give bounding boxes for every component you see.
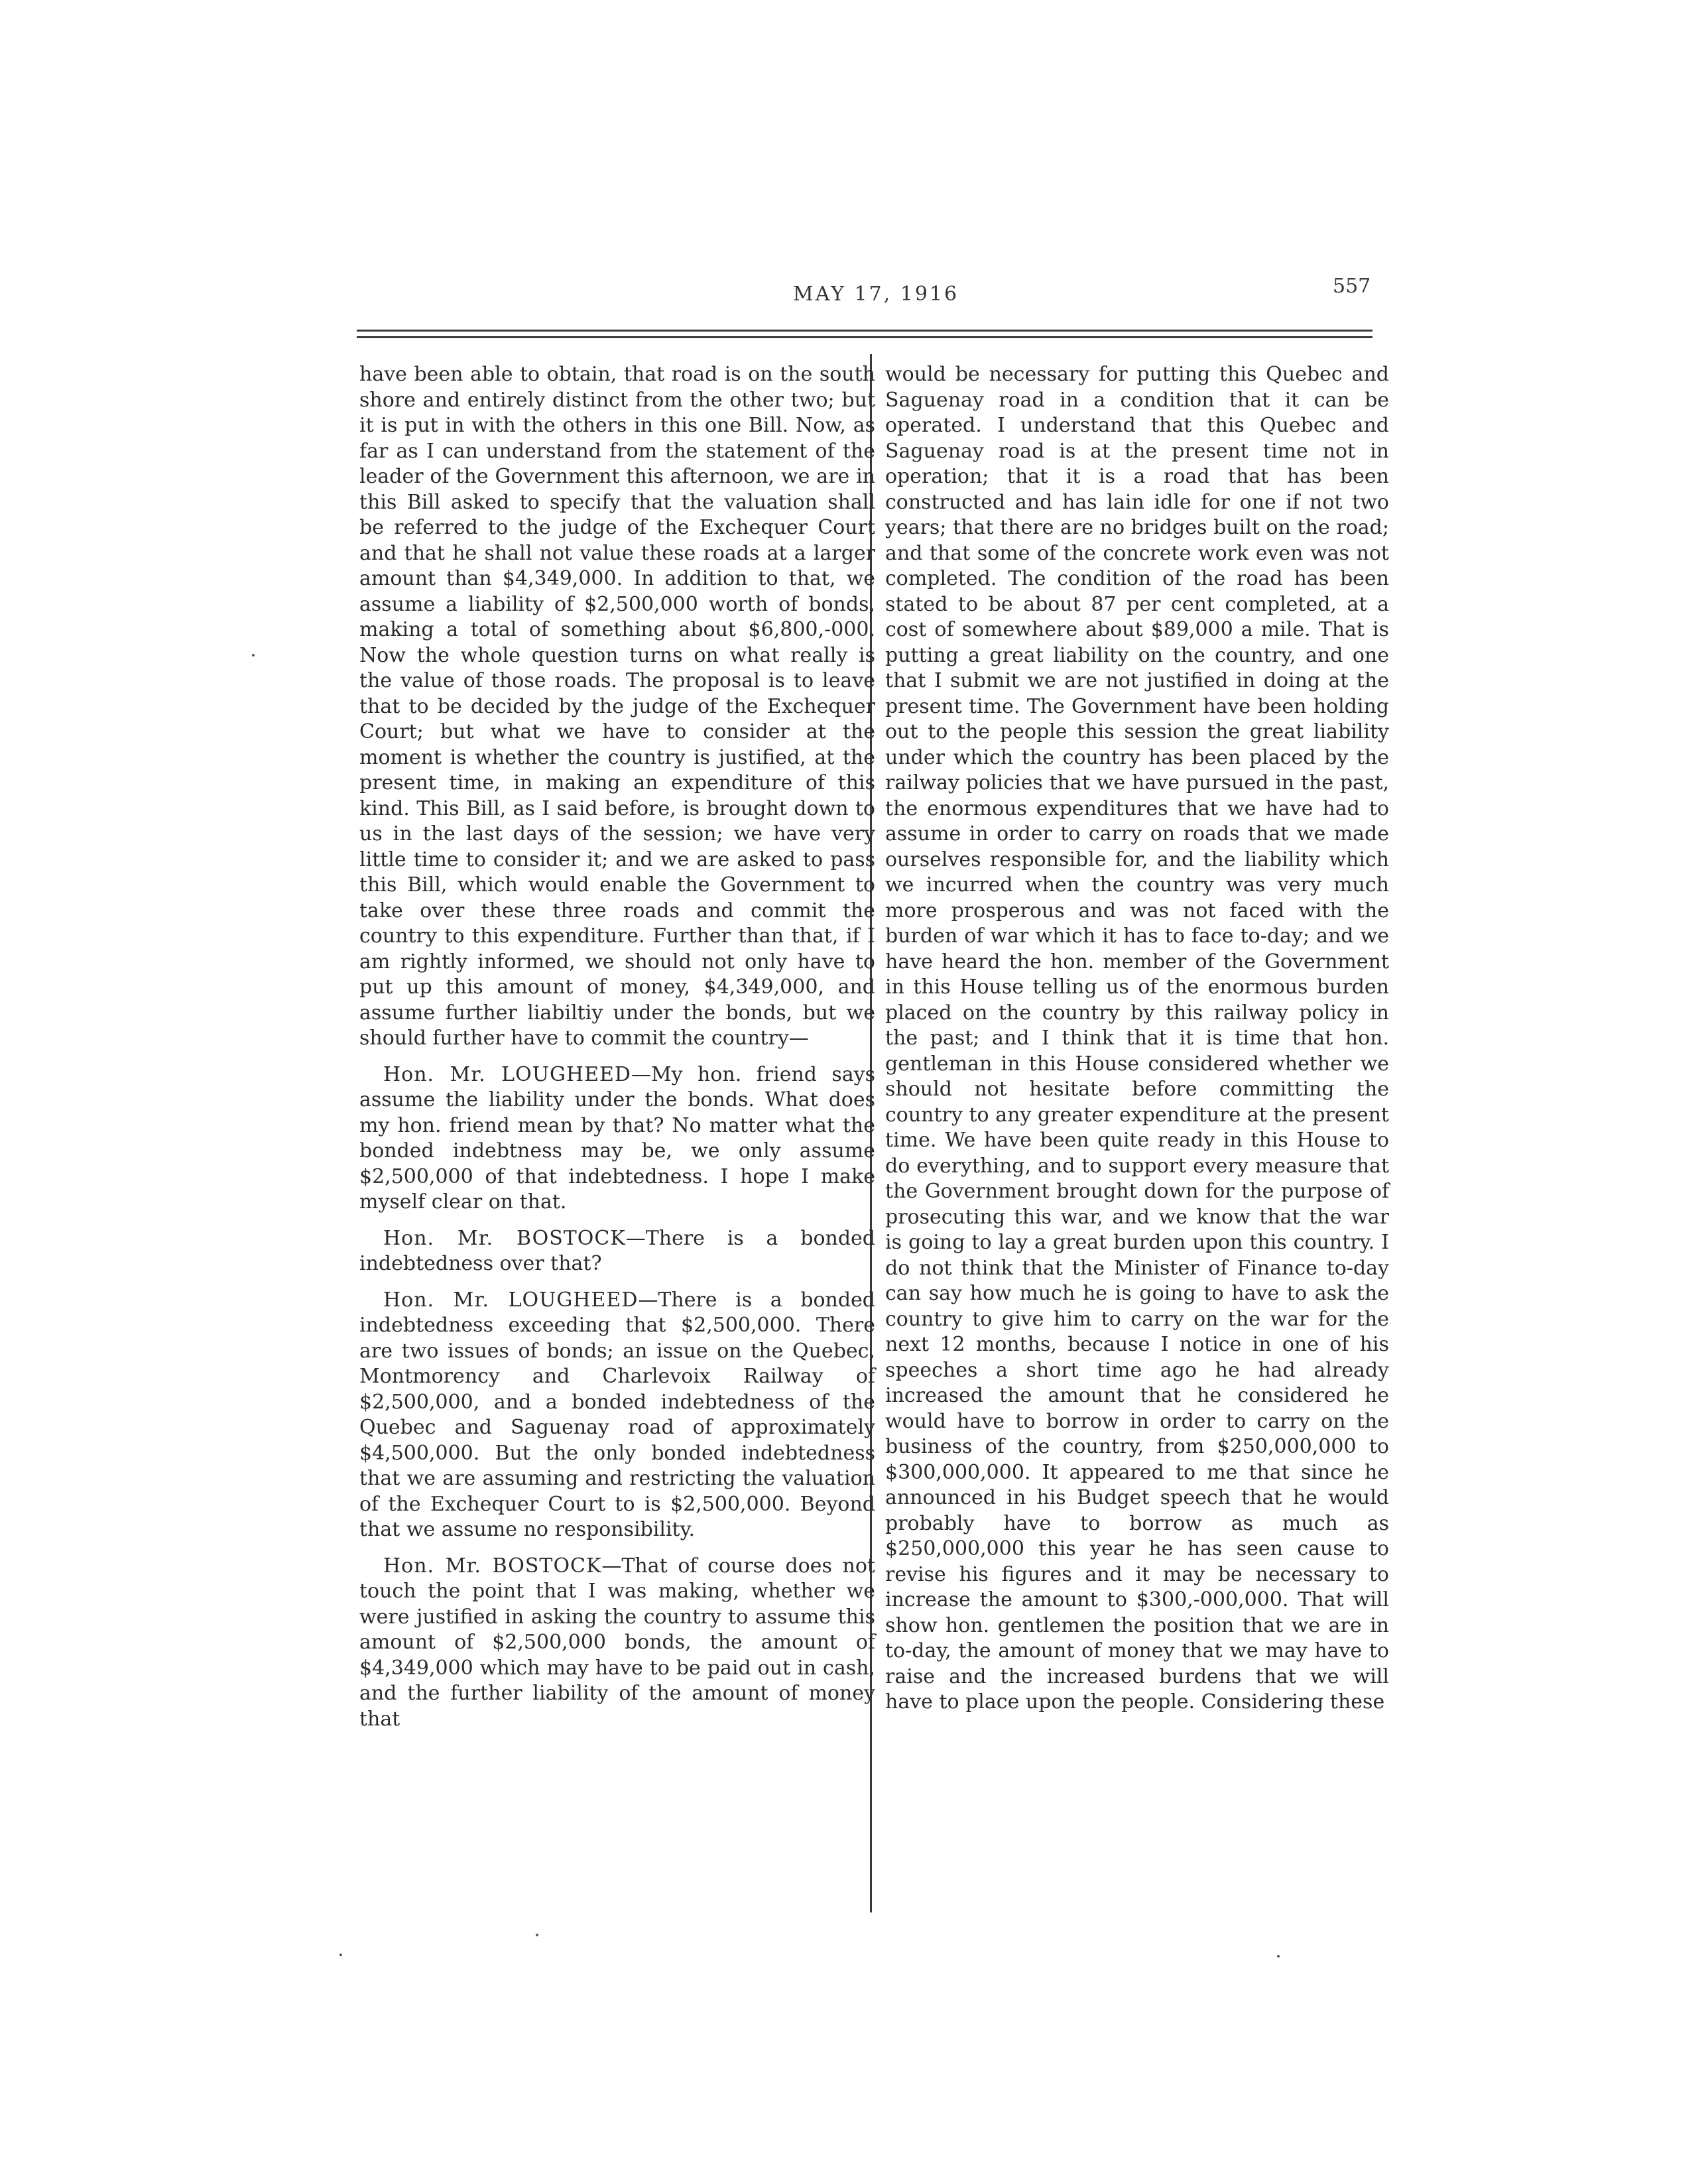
page-header-date: MAY 17, 1916	[793, 282, 959, 306]
scan-speck	[1277, 1955, 1280, 1958]
scan-speck	[339, 1954, 342, 1956]
paragraph	[359, 1226, 875, 1277]
paragraph	[359, 1288, 875, 1543]
speaker-name: Hon. Mr. BOSTOCK	[383, 1226, 626, 1250]
paragraph	[359, 1554, 875, 1733]
paragraph	[359, 1062, 875, 1216]
scan-speck	[252, 654, 255, 656]
paragraph: would be necessary for putting this Quebec and Saguenay road in a condition that it can be operated. I understand that this Quebec and Saguenay road is at the present time not in operation; that it is a road that has been constructed and has lain idle for one if not two years; that there are no bridges built on the road; and that some of the concrete work even was not completed. The condition of the road has been stated to be about 87 per cent completed, at a cost of somewhere about $89,000 a mile. That is putting a great liability on the country, and one that I submit we are not justified in doing at the present time. The Government have been holding out to the people this session the great liability under which the country has been placed by the railway policies that we have pursued in the past, the enormous expenditures that we have had to assume in order to carry on roads that we made ourselves responsible for, and the liability which we incurred when the country was very much more prosperous and was not faced with the burden of war which it has to face to-day; and we have heard the hon. member of the Government in this House telling us of the enormous burden placed on the country by this railway policy in the past; and I think that it is time that hon. gentleman in this House considered whether we should not hesitate before committing the country to any greater expenditure at the present time. We have been quite ready in this House to do everything, and to support every measure that the Government brought down for the purpose of prosecuting this war, and we know that the war is going to lay a great burden upon this country. I do not think that the Minister of Finance to-day can say how much he is going to have to ask the country to give him to carry on the war for the next 12 months, because I notice in one of his speeches a short time ago he had already increased the amount that he considered he would have to borrow in order to carry on the business of the country, from $250,000,000 to $300,000,000. It appeared to me that since he announced in his Budget speech that he would probably have to borrow as much as $250,000,000 this year he has seen cause to revise his figures and it may be necessary to increase the amount to $300,-000,000. That will show hon. gentlemen the position that we are in to-day, the amount of money that we may have to raise and the increased burdens that we will have to place upon the people. Considering these	[885, 363, 1389, 1714]
speaker-name: Hon. Mr. BOSTOCK	[383, 1554, 602, 1578]
scan-speck	[536, 1934, 538, 1936]
speaker-name: Hon. Mr. LOUGHEED	[383, 1062, 631, 1086]
left-column	[359, 362, 875, 1743]
paragraph: have been able to obtain, that road is on the south shore and entirely distinct from the other two; but it is put in with the others in this one Bill. Now, as far as I can understand from the statement of the leader of the Government this afternoon, we are in this Bill asked to specify that the valuation shall be referred to the judge of the Exchequer Court and that he shall not value these roads at a larger amount than $4,349,000. In addition to that, we assume a liability of $2,500,000 worth of bonds, making a total of something about $6,800,-000. Now the whole question turns on what really is the value of those roads. The proposal is to leave that to be decided by the judge of the Exchequer Court; but what we have to consider at the moment is whether the country is justified, at the present time, in making an expenditure of this kind. This Bill, as I said before, is brought down to us in the last days of the session; we have very little time to consider it; and we are asked to pass this Bill, which would enable the Government to take over these three roads and commit the country to this expenditure. Further than that, if I am rightly informed, we should not only have to put up this amount of money, $4,349,000, and assume further liabiltiy under the bonds, but we should further have to commit the country—	[359, 363, 875, 1050]
header-rule-bottom	[357, 336, 1372, 338]
page-number: 557	[1333, 275, 1371, 298]
speech-text: —That of course does not touch the point that I was making, whether we were justified in asking the country to assume this amount of $2,500,000 bonds, the amount of $4,349,000 which may have to be paid out in cash, and the further liability of the amount of money that	[359, 1554, 875, 1731]
right-column	[885, 362, 1389, 1726]
speech-text: —There is a bonded indebtedness exceeding that $2,500,000. There are two issues of bonds; an issue on the Quebec, Montmorency and Charlevoix Railway of $2,500,000, and a bonded indebtedness of the Quebec and Saguenay road of approximately $4,500,000. But the only bonded indebtedness that we are assuming and restricting the valuation of the Exchequer Court to is $2,500,000. Beyond that we assume no responsibility.	[359, 1288, 875, 1541]
speaker-name: Hon. Mr. LOUGHEED	[383, 1288, 639, 1312]
header-rule-top	[357, 330, 1372, 332]
speech-text: —My hon. friend says assume the liability under the bonds. What does my hon. friend mean by that? No matter what the bonded indebtness may be, we only assume $2,500,000 of that indebtedness. I hope I make myself clear on that.	[359, 1062, 875, 1214]
speech-text: —There is a bonded indebtedness over that?	[359, 1226, 875, 1275]
